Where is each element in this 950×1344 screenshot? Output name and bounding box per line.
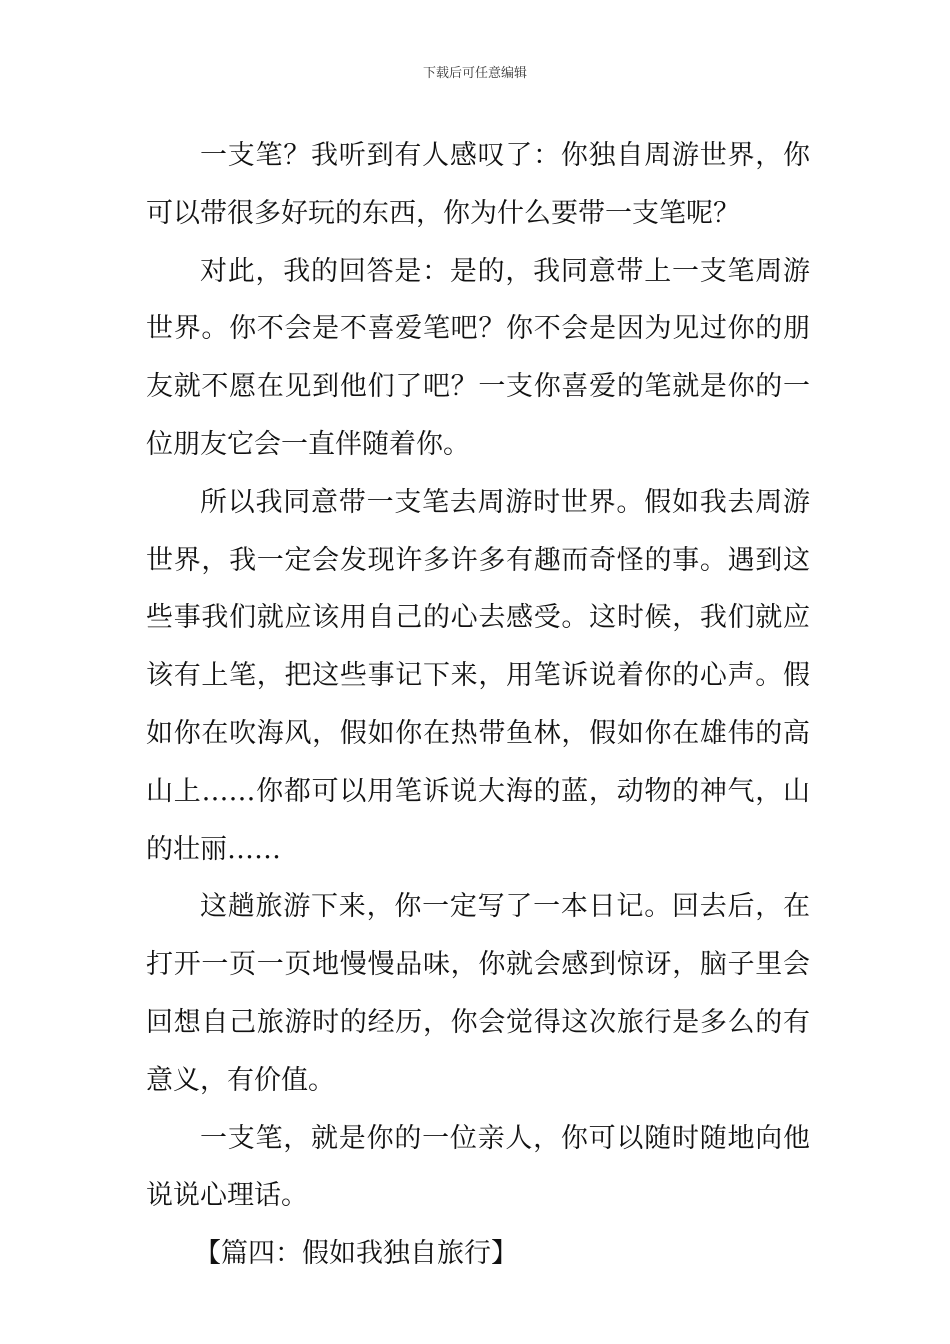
document-body xyxy=(146,127,810,1283)
section-heading: 【篇四：假如我独自旅行】 xyxy=(194,1238,518,1270)
paragraph-2: 对此，我的回答是：是的，我同意带上一支笔周游世界。你不会是不喜爱笔吧？你不会是因为见过你的朋友就不愿在见到他们了吧？一支你喜爱的笔就是你的一位朋友它会一直伴随着你。 xyxy=(146,255,810,460)
paragraph-3: 所以我同意带一支笔去周游时世界。假如我去周游世界，我一定会发现许多许多有趣而奇怪的事。遇到这些事我们就应该用自己的心去感受。这时候，我们就应该有上笔，把这些事记下来，用笔诉说着你的心声。假如你在吹海风，假如你在热带鱼林，假如你在雄伟的高山上……你都可以用笔诉说大海的蓝，动物的神气，山的壮丽…… xyxy=(146,486,810,865)
paragraph-4: 这趟旅游下来，你一定写了一本日记。回去后，在打开一页一页地慢慢品味，你就会感到惊讶，脑子里会回想自己旅游时的经历，你会觉得这次旅行是多么的有意义，有价值。 xyxy=(146,891,810,1096)
paragraph-1: 一支笔？我听到有人感叹了：你独自周游世界，你可以带很多好玩的东西，你为什么要带一支笔呢？ xyxy=(146,140,810,229)
page-header: 下载后可任意编辑 xyxy=(422,66,527,81)
paragraph-5: 一支笔，就是你的一位亲人，你可以随时随地向他说说心理话。 xyxy=(146,1122,810,1212)
